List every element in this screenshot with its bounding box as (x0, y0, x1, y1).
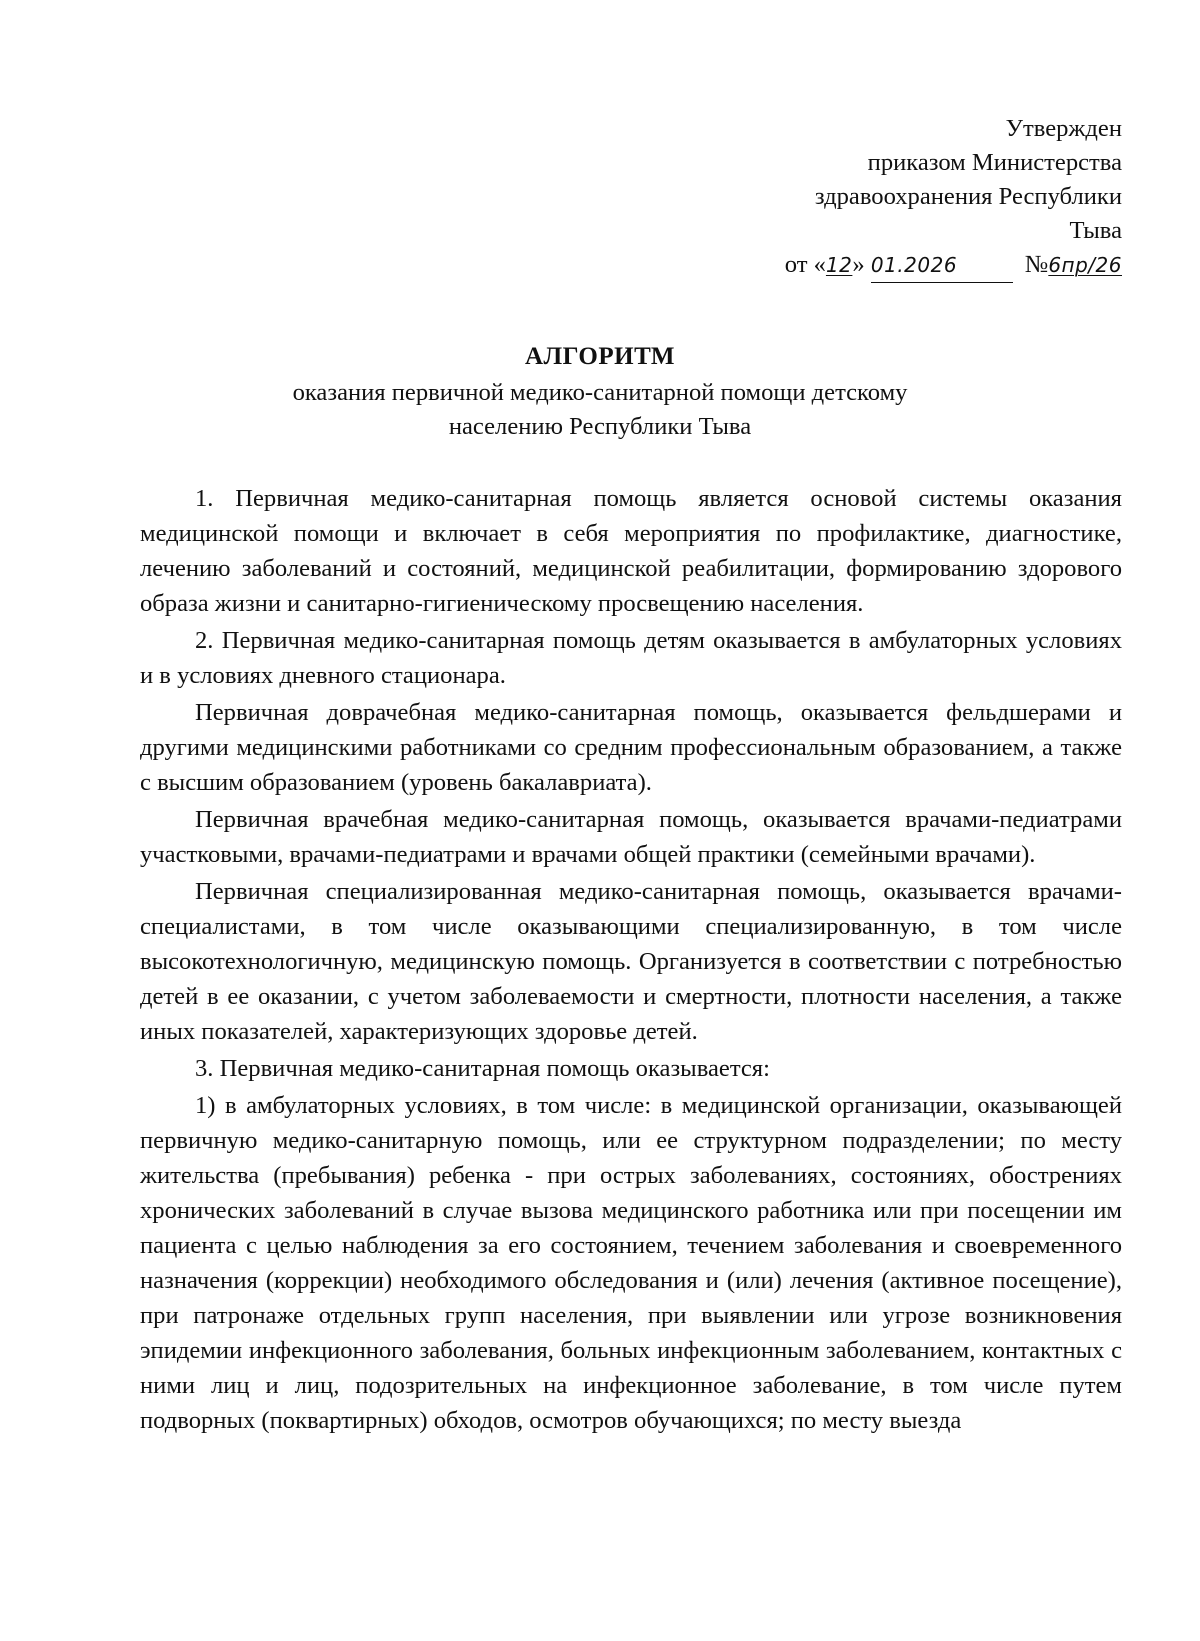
date-prefix: от « (784, 251, 826, 278)
approval-line-ministry: здравоохранения Республики (814, 183, 1122, 210)
approval-line-order: приказом Министерства (867, 149, 1122, 176)
paragraph-7: 1) в амбулаторных условиях, в том числе: в медицинской организации, оказывающей первичную медико-санитарную помощь, или ее структурном подразделении; по месту жительства (пребывания) ребенка - при острых заболеваниях, состояниях, обострениях хронических заболеваний в случае вызова медицинского работника или при посещении им пациента с целью наблюдения за его состоянием, течением заболевания и своевременного назначения (коррекции) необходимого обследования и (или) лечения (активное посещение), при патронаже отдельных групп населения, при выявлении или угрозе возникновения эпидемии инфекционного заболевания, больных инфекционным заболеванием, контактных с ними лиц и лиц, подозрительных на инфекционное заболевание, в том числе путем подворных (поквартирных) обходов, осмотров обучающихся; по месту выезда (140, 1092, 1122, 1434)
paragraph-2: 2. Первичная медико-санитарная помощь детям оказывается в амбулаторных условиях и в условиях дневного стационара. (140, 627, 1122, 689)
paragraph-1: 1. Первичная медико-санитарная помощь является основой системы оказания медицинской помощи и включает в себя мероприятия по профилактике, диагностике, лечению заболеваний и состояний, медицинской реабилитации, формированию здорового образа жизни и санитарно-гигиеническому просвещению населения. (140, 485, 1122, 617)
document-body (140, 481, 1122, 1440)
document-subtitle-line-2: населению Республики Тыва (448, 413, 752, 440)
paragraph-4: Первичная врачебная медико-санитарная помощь, оказывается врачами-педиатрами участковыми, врачами-педиатрами и врачами общей практики (семейными врачами). (140, 806, 1122, 868)
document-subtitle-line-1: оказания первичной медико-санитарной помощи детскому (292, 379, 908, 406)
paragraph-5: Первичная специализированная медико-санитарная помощь, оказывается врачами-специалистами, в том числе оказывающими специализированную, в том числе высокотехнологичную, медицинскую помощь. Организуется в соответствии с потребностью детей в ее оказании, с учетом заболеваемости и смертности, плотности населения, а также иных показателей, характеризующих здоровье детей. (140, 878, 1122, 1045)
approval-line-region: Тыва (1069, 217, 1122, 244)
paragraph-3: Первичная доврачебная медико-санитарная помощь, оказывается фельдшерами и другими медицинскими работниками со средним профессиональным образованием, а также с высшим образованием (уровень бакалавриата). (140, 699, 1122, 796)
handwritten-day: 12 (825, 253, 853, 277)
date-blank (871, 248, 1013, 283)
document-heading (0, 340, 1200, 444)
document-title: АЛГОРИТМ (524, 343, 676, 370)
handwritten-month-year: 01.2026 (870, 253, 958, 277)
approval-line-approved: Утвержден (1005, 115, 1122, 142)
approval-date-line (785, 248, 1122, 283)
handwritten-order-number: 6пр/26 (1048, 253, 1122, 277)
paragraph-6: 3. Первичная медико-санитарная помощь оказывается: (195, 1055, 770, 1082)
number-sign: № (1024, 251, 1049, 278)
approval-block (785, 112, 1122, 283)
date-close-quote: » (852, 251, 871, 278)
